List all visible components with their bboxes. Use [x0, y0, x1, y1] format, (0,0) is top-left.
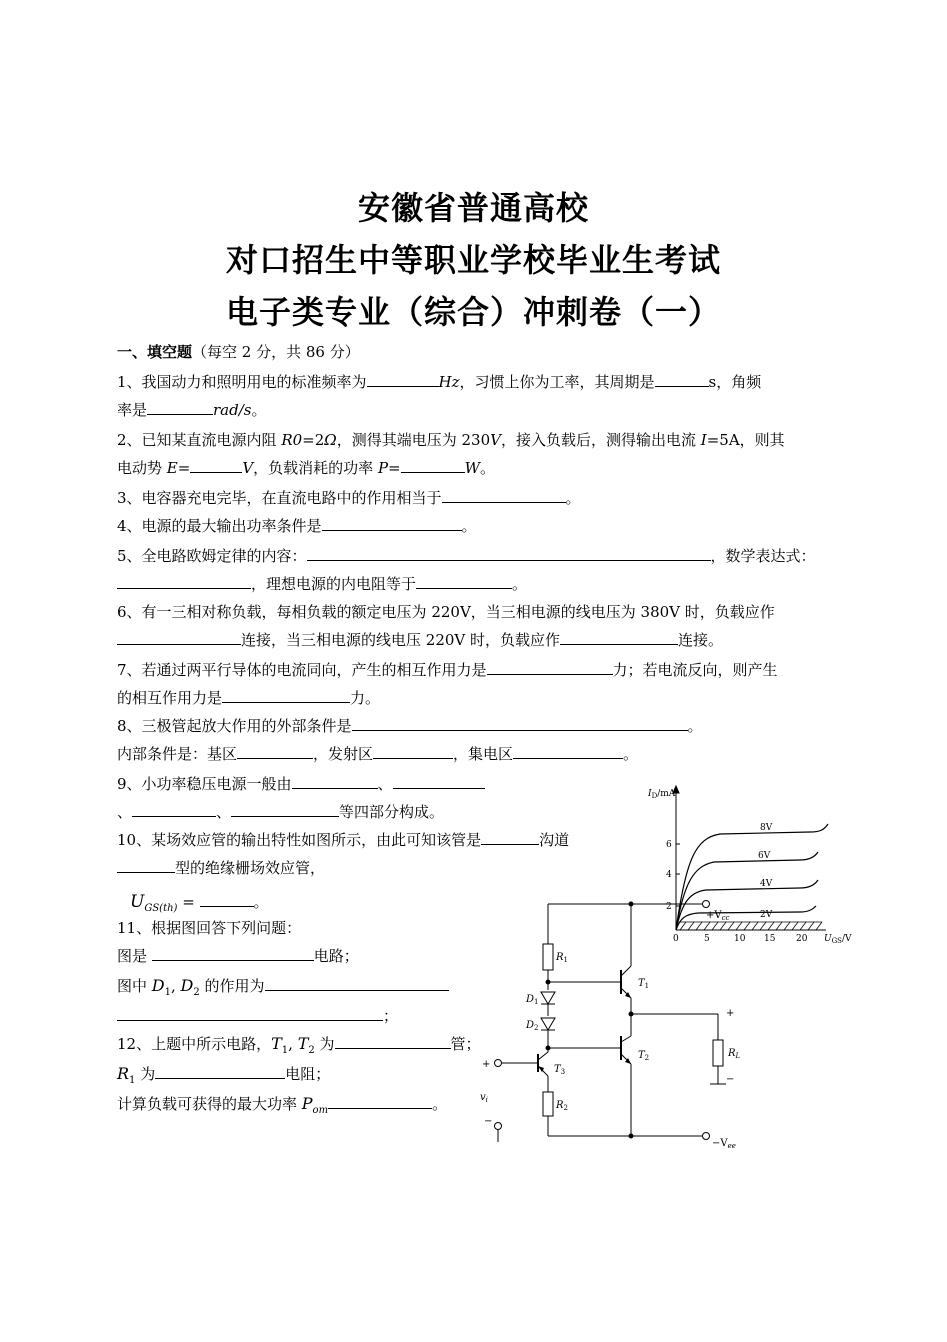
curve-label-6v: 6V	[758, 851, 771, 861]
q11-d2-sub: 2	[193, 987, 200, 998]
question-11-line-4	[117, 1006, 398, 1026]
label-input-minus: −	[484, 1116, 493, 1127]
title-line-1: 安徽省普通高校	[357, 189, 589, 227]
q1-blank-2[interactable]	[655, 372, 709, 387]
label-output-plus: +	[726, 1008, 735, 1019]
q5-text-3: ，理想电源的内电阻等于	[251, 575, 417, 593]
q2-watt: W	[464, 459, 481, 477]
q7-text-3: 的相互作用力是	[117, 689, 223, 707]
q6-blank-2[interactable]	[560, 630, 678, 645]
q10-symbol-sub: GS(th)	[144, 903, 178, 914]
x-axis-label: $U_{GS}/V$	[824, 934, 852, 945]
x-tick-label: 5	[704, 934, 710, 944]
q8-text-4: ，集电区	[453, 745, 514, 763]
q2-current: I	[700, 431, 707, 449]
q12-text-3: 管；	[450, 1035, 481, 1053]
question-5-line-1	[117, 546, 816, 566]
q2-text-6: ，负载消耗的功率	[253, 459, 378, 477]
q4-blank[interactable]	[322, 516, 462, 531]
label-output-minus: −	[726, 1074, 735, 1085]
label-r2: $R_2$	[556, 1100, 568, 1112]
x-tick-label: 20	[796, 934, 808, 944]
question-2-line-1	[117, 430, 785, 450]
q12-t1: T	[271, 1034, 282, 1053]
diode-d1	[541, 992, 555, 1004]
q11-text-3: 电路；	[313, 947, 359, 965]
q10-end: 。	[253, 893, 269, 911]
question-6-line-1	[117, 602, 775, 622]
q10-text: 10、某场效应管的输出特性如图所示，由此可知该管是	[117, 831, 482, 849]
x-tick-label: 15	[764, 934, 776, 944]
q1-text-3: s，角频	[708, 373, 762, 391]
question-12-line-2	[117, 1064, 330, 1091]
q7-blank-1[interactable]	[487, 660, 613, 675]
q5-text-2: ，数学表达式：	[710, 547, 816, 565]
label-t1: $T_1$	[638, 978, 650, 990]
q6-text-2: 连接，当三相电源的线电压 220V 时，负载应作	[241, 631, 561, 649]
q8-blank-4[interactable]	[513, 744, 623, 759]
q2-r0: R0	[281, 431, 303, 449]
q6-text: 6、有一三相对称负载，每相负载的额定电压为 220V，当三相电源的线电压为 380V 时，负载应作	[117, 603, 775, 621]
q7-text-4: 力。	[350, 689, 381, 707]
label-t3: $T_3$	[554, 1064, 566, 1076]
q11-d1-sub: 1	[164, 987, 171, 998]
q7-text-2: 力；若电流反向，则产生	[612, 661, 778, 679]
q9-sep: 、	[377, 775, 393, 793]
question-12-line-3	[117, 1094, 447, 1121]
q11-d1: D	[151, 976, 165, 995]
label-r1: $R_1$	[556, 952, 568, 964]
q2-text-5: 电动势	[117, 459, 167, 477]
title-line-2: 对口招生中等职业学校毕业生考试	[225, 241, 721, 279]
question-6-line-2	[117, 630, 723, 650]
question-11-line-2	[117, 946, 359, 966]
y-tick-label: 4	[666, 870, 672, 880]
label-input-plus: +	[482, 1059, 491, 1070]
q4-text: 4、电源的最大输出功率条件是	[117, 517, 322, 535]
q9-blank-2[interactable]	[393, 774, 485, 789]
q1-text: 1、我国动力和照明用电的标准频率为	[117, 373, 367, 391]
q12-text-5: 电阻；	[285, 1065, 331, 1083]
resistor-rl	[713, 1040, 723, 1066]
q12-pom: P	[301, 1094, 313, 1113]
section-title: 一、填空题	[117, 343, 193, 361]
q11-blank-3[interactable]	[117, 1006, 383, 1021]
q11-end: ；	[383, 1007, 399, 1025]
label-rl: $R_L$	[728, 1048, 741, 1060]
q10-blank-2[interactable]	[117, 858, 175, 873]
question-8-line-2	[117, 744, 638, 764]
q4-end: 。	[461, 517, 477, 535]
label-d1: $D_1$	[526, 994, 539, 1006]
q8-text-3: ，发射区	[313, 745, 374, 763]
section-heading	[117, 342, 360, 362]
q5-blank-3[interactable]	[416, 574, 512, 589]
q2-blank-2[interactable]	[401, 458, 465, 473]
q8-end: 。	[687, 717, 703, 735]
label-d2: $D_2$	[526, 1020, 539, 1032]
q11-blank-1[interactable]	[152, 946, 314, 961]
q8-end-2: 。	[623, 745, 639, 763]
question-12-line-1	[117, 1034, 481, 1061]
curve-label-8v: 8V	[760, 823, 773, 833]
q10-symbol: U	[130, 892, 145, 912]
q10-blank-3[interactable]	[200, 892, 254, 907]
q8-blank-2[interactable]	[237, 744, 313, 759]
q10-text-2: 沟道	[539, 831, 570, 849]
q2-eq-2: =	[177, 459, 191, 477]
q2-end: 。	[480, 459, 496, 477]
label-vee: $-V_{ee}$	[712, 1138, 736, 1150]
q12-t2: T	[297, 1034, 309, 1053]
q5-text: 5、全电路欧姆定律的内容：	[117, 547, 307, 565]
question-7-line-1	[117, 660, 778, 680]
q9-text: 9、小功率稳压电源一般由	[117, 775, 292, 793]
label-vcc: $+V_{cc}$	[706, 910, 730, 922]
q1-unit: Hz	[438, 373, 460, 391]
q11-text-4: 图中	[117, 977, 152, 995]
q12-pom-sub: om	[312, 1105, 329, 1116]
q11-blank-2[interactable]	[265, 976, 449, 991]
q6-text-3: 连接。	[678, 631, 724, 649]
q2-volt: V	[490, 431, 501, 449]
q1-end: 。	[251, 401, 267, 419]
y-tick-label: 2	[666, 902, 672, 912]
q5-end: 。	[512, 575, 528, 593]
q9-blank-4[interactable]	[231, 802, 339, 817]
q1-text-4: 率是	[117, 401, 148, 419]
q12-text: 12、上题中所示电路，	[117, 1035, 272, 1053]
question-8-line-1	[117, 716, 703, 736]
resistor-r2	[543, 1092, 553, 1116]
y-tick-label: 6	[666, 840, 672, 850]
q11-comma: ,	[170, 977, 181, 995]
q12-t2-sub: 2	[308, 1045, 315, 1056]
q12-text-4: 为	[135, 1065, 156, 1083]
q12-r1-sub: 1	[129, 1075, 136, 1086]
q1-blank-1[interactable]	[367, 372, 439, 387]
question-4	[117, 516, 477, 536]
q9-blank-3[interactable]	[132, 802, 216, 817]
q9-blank-1[interactable]	[292, 774, 378, 789]
question-10-line-2	[117, 858, 325, 878]
q1-text-2: ，习惯上你为工率，其周期是	[459, 373, 655, 391]
q2-eq: =2	[302, 431, 325, 449]
y-axis-label: $I_D/mA$	[648, 789, 676, 800]
q2-text-4: =5A，则其	[706, 431, 785, 449]
q8-text: 8、三极管起放大作用的外部条件是	[117, 717, 352, 735]
q12-comma: ,	[288, 1035, 298, 1053]
question-1-line-2	[117, 400, 267, 420]
label-t2: $T_2$	[638, 1050, 650, 1062]
q1-unit-2: rad/s	[213, 401, 252, 419]
q2-power: P	[377, 459, 389, 477]
q9-sep-2: 、	[117, 803, 133, 821]
q7-text: 7、若通过两平行导体的电流同向，产生的相互作用力是	[117, 661, 487, 679]
x-tick-label: 10	[734, 934, 746, 944]
q11-text: 11、根据图回答下列问题：	[117, 919, 302, 937]
curve-label-4v: 4V	[760, 879, 773, 889]
q1-blank-3[interactable]	[147, 400, 213, 415]
q2-emf: E	[166, 459, 178, 477]
q11-text-5: 的作用为	[199, 977, 265, 995]
question-7-line-2	[117, 688, 380, 708]
q10-text-3: 型的绝缘栅场效应管，	[175, 859, 326, 877]
amplifier-circuit-diagram	[476, 896, 746, 1158]
q2-text: 2、已知某直流电源内阻	[117, 431, 282, 449]
section-note: （每空 2 分，共 86 分）	[192, 343, 360, 361]
question-11-line-1	[117, 918, 301, 938]
q10-eq: =	[177, 893, 200, 911]
q2-text-3: ，接入负载后，测得输出电流	[500, 431, 701, 449]
q8-text-2: 内部条件是：基区	[117, 745, 238, 763]
label-vi: $v_i$	[480, 1092, 488, 1104]
q12-blank-1[interactable]	[335, 1034, 451, 1049]
q3-blank[interactable]	[442, 488, 566, 503]
q2-ohm: Ω	[324, 431, 337, 449]
question-1-line-1	[117, 372, 761, 392]
q2-eq-3: =	[388, 459, 401, 477]
question-9-line-2	[117, 802, 444, 822]
q12-end: 。	[432, 1095, 448, 1113]
question-2-line-2	[117, 458, 495, 478]
q5-blank-1[interactable]	[307, 546, 711, 561]
q12-blank-2[interactable]	[155, 1064, 285, 1079]
q2-blank-1[interactable]	[190, 458, 242, 473]
q7-blank-2[interactable]	[222, 688, 350, 703]
q9-sep-3: 、	[216, 803, 232, 821]
resistor-r1	[543, 944, 553, 970]
q11-text-2: 图是	[117, 947, 152, 965]
curve-label-2v: 2V	[760, 910, 773, 920]
q12-t1-sub: 1	[281, 1045, 289, 1056]
x-tick-label: 0	[673, 934, 679, 944]
q3-end: 。	[565, 489, 581, 507]
q11-d2: D	[180, 976, 194, 995]
q3-text: 3、电容器充电完毕，在直流电路中的作用相当于	[117, 489, 442, 507]
circuit-labels	[480, 910, 741, 1150]
title-line-3: 电子类专业（综合）冲刺卷（一）	[225, 293, 721, 331]
question-11-line-3	[117, 976, 449, 1003]
question-10-line-3	[130, 892, 269, 919]
question-3	[117, 488, 581, 508]
q12-blank-3[interactable]	[328, 1094, 432, 1109]
q2-volt-2: V	[242, 459, 254, 477]
q10-blank-1[interactable]	[481, 830, 539, 845]
q8-blank-1[interactable]	[352, 716, 688, 731]
q12-text-2: 为	[314, 1035, 335, 1053]
q12-text-6: 计算负载可获得的最大功率	[117, 1095, 302, 1113]
q9-end: 等四部分构成。	[339, 803, 445, 821]
q5-blank-2[interactable]	[117, 574, 251, 589]
question-10-line-1	[117, 830, 569, 850]
q12-r1: R	[117, 1064, 130, 1083]
q6-blank-1[interactable]	[117, 630, 241, 645]
diode-d2	[541, 1018, 555, 1030]
question-5-line-2	[117, 574, 527, 594]
question-9-line-1	[117, 774, 485, 794]
q2-text-2: ，测得其端电压为 230	[336, 431, 491, 449]
q8-blank-3[interactable]	[373, 744, 453, 759]
